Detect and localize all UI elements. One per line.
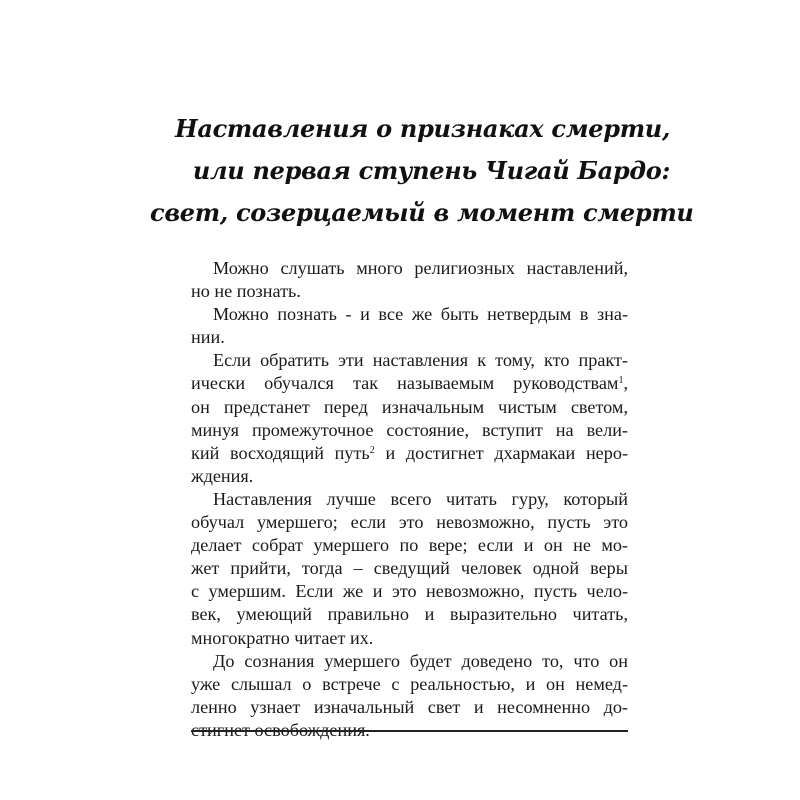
p4-line-5: с умершим. Если же и это невозможно, пусть чело- xyxy=(191,581,628,602)
p3-line-3: он предстанет перед изначальным чистым светом, xyxy=(191,396,628,417)
p3-line-2-comma: , xyxy=(623,373,628,394)
chapter-title-line-3: свет, созерцаемый в момент смерти xyxy=(150,198,694,227)
p2-line-2: нии. xyxy=(191,327,225,348)
p4-line-7: многократно читает их. xyxy=(191,627,374,648)
chapter-title-line-2: или первая ступень Чигай Бардо: xyxy=(192,156,670,185)
p5-line-1: До сознания умершего будет доведено то, что он xyxy=(213,650,628,671)
p4-line-3: делает собрат умершего по вере; если и он не мо- xyxy=(191,535,628,556)
p1-line-2: но не познать. xyxy=(191,281,301,302)
p3-line-5-text: кий восходящий путь xyxy=(191,442,370,463)
p5-line-3: ленно узнает изначальный свет и несомненно до- xyxy=(191,696,628,717)
p5-line-2: уже слышал о встрече с реальностью, и он немед- xyxy=(191,673,628,694)
p4-line-1: Наставления лучше всего читать гуру, который xyxy=(213,488,628,509)
p4-line-6: век, умеющий правильно и выразительно читать, xyxy=(191,604,628,625)
footnote-ref-1[interactable]: 1 xyxy=(618,375,624,387)
p3-line-4: минуя промежуточное состояние, вступит на вели- xyxy=(191,419,628,440)
p3-line-2 xyxy=(191,372,628,395)
p3-line-1: Если обратить эти наставления к тому, кто практ- xyxy=(213,350,628,371)
p3-line-6: ждения. xyxy=(191,465,254,486)
p5-line-4: стигнет освобождения. xyxy=(191,719,370,740)
footnote-separator-rule xyxy=(191,730,628,732)
footnote-ref-2[interactable]: 2 xyxy=(369,444,375,456)
p3-line-5-rest: и достигнет дхармакаи неро- xyxy=(374,442,629,463)
chapter-title-line-1: Наставления о признаках смерти, xyxy=(174,114,670,143)
p3-line-2-text: ически обучался так называемым руководствам xyxy=(191,373,619,394)
body-text xyxy=(191,257,628,742)
p2-line-1: Можно познать - и все же быть нетвердым в зна- xyxy=(213,304,628,325)
p4-line-2: обучал умершего; если это невозможно, пусть это xyxy=(191,512,628,533)
p1-line-1: Можно слушать много религиозных наставлений, xyxy=(213,258,628,278)
p4-line-4: жет прийти, тогда – сведущий человек одной веры xyxy=(191,558,628,579)
p3-line-5 xyxy=(191,442,628,465)
chapter-title xyxy=(150,108,694,234)
